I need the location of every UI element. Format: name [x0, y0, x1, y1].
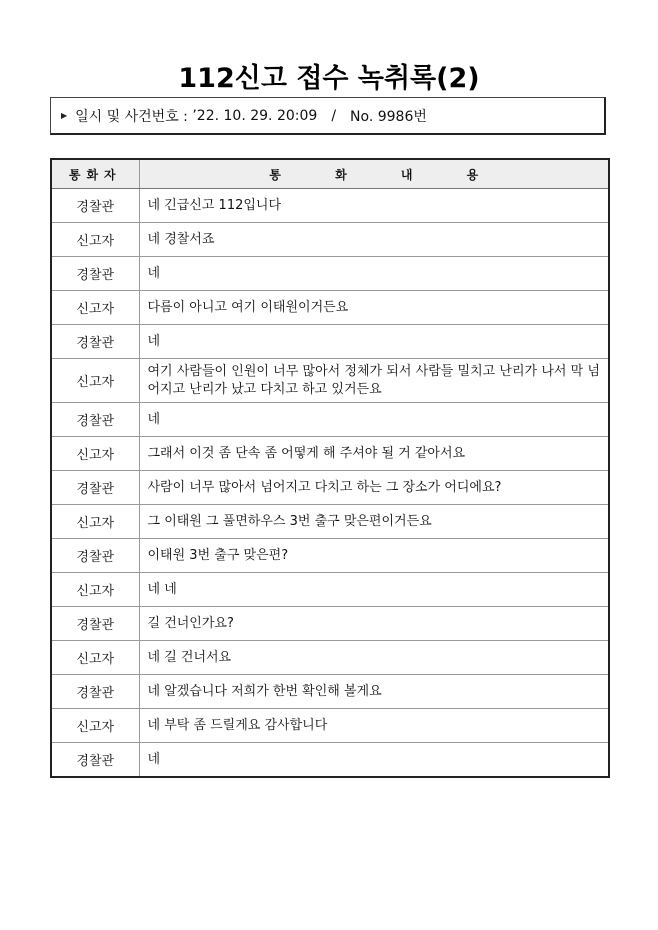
triangle-bullet-icon: ▶ [61, 111, 68, 120]
speaker-cell: 경찰관 [51, 607, 139, 641]
table-row [51, 743, 609, 778]
content-cell: 네 알겠습니다 저희가 한번 확인해 볼게요 [139, 675, 609, 709]
speaker-cell: 경찰관 [51, 325, 139, 359]
table-row [51, 359, 609, 403]
speaker-cell: 신고자 [51, 291, 139, 325]
speaker-cell: 경찰관 [51, 471, 139, 505]
table-row [51, 437, 609, 471]
table-row [51, 573, 609, 607]
content-cell: 네 [139, 743, 609, 778]
table-row [51, 403, 609, 437]
table-row [51, 505, 609, 539]
speaker-cell: 경찰관 [51, 539, 139, 573]
speaker-cell: 경찰관 [51, 189, 139, 223]
speaker-cell: 신고자 [51, 437, 139, 471]
content-cell: 그 이태원 그 풀면하우스 3번 출구 맞은편이거든요 [139, 505, 609, 539]
table-row [51, 291, 609, 325]
table-row [51, 607, 609, 641]
speaker-cell: 신고자 [51, 359, 139, 403]
speaker-cell: 신고자 [51, 505, 139, 539]
header-content: 통 화 내 용 [139, 159, 609, 189]
content-cell: 네 길 건너서요 [139, 641, 609, 675]
content-cell: 사람이 너무 많아서 넘어지고 다치고 하는 그 장소가 어디에요? [139, 471, 609, 505]
speaker-cell: 경찰관 [51, 675, 139, 709]
table-row [51, 471, 609, 505]
speaker-cell: 경찰관 [51, 743, 139, 778]
speaker-cell: 신고자 [51, 709, 139, 743]
case-info-box [50, 97, 606, 135]
table-row [51, 641, 609, 675]
content-cell: 네 부탁 좀 드릴게요 감사합니다 [139, 709, 609, 743]
content-cell: 네 경찰서죠 [139, 223, 609, 257]
table-row [51, 709, 609, 743]
table-row [51, 675, 609, 709]
content-cell: 네 [139, 325, 609, 359]
content-cell: 이태원 3번 출구 맞은편? [139, 539, 609, 573]
document-title: 112신고 접수 녹취록(2) [178, 63, 480, 94]
table-row [51, 223, 609, 257]
header-speaker: 통화자 [51, 159, 139, 189]
content-cell: 네 [139, 257, 609, 291]
speaker-cell: 경찰관 [51, 257, 139, 291]
content-cell: 네 [139, 403, 609, 437]
table-row [51, 539, 609, 573]
content-cell: 다름이 아니고 여기 이태원이거든요 [139, 291, 609, 325]
table-header-row [51, 159, 609, 189]
content-cell: 네 네 [139, 573, 609, 607]
info-separator: / [331, 107, 337, 124]
content-cell: 길 건너인가요? [139, 607, 609, 641]
info-datetime: ’22. 10. 29. 20:09 [192, 107, 318, 124]
info-label: 일시 및 사건번호 : [75, 108, 188, 125]
content-cell: 네 긴급신고 112입니다 [139, 189, 609, 223]
content-cell: 그래서 이것 좀 단속 좀 어떻게 해 주셔야 될 거 같아서요 [139, 437, 609, 471]
table-row [51, 325, 609, 359]
speaker-cell: 신고자 [51, 573, 139, 607]
table-row [51, 189, 609, 223]
speaker-cell: 신고자 [51, 641, 139, 675]
speaker-cell: 경찰관 [51, 403, 139, 437]
case-number: No. 9986번 [350, 108, 427, 125]
content-cell: 여기 사람들이 인원이 너무 많아서 정체가 되서 사람들 밀치고 난리가 나서 막 넘어지고 난리가 났고 다치고 하고 있거든요 [139, 359, 609, 403]
transcript-table [50, 158, 610, 778]
speaker-cell: 신고자 [51, 223, 139, 257]
table-row [51, 257, 609, 291]
